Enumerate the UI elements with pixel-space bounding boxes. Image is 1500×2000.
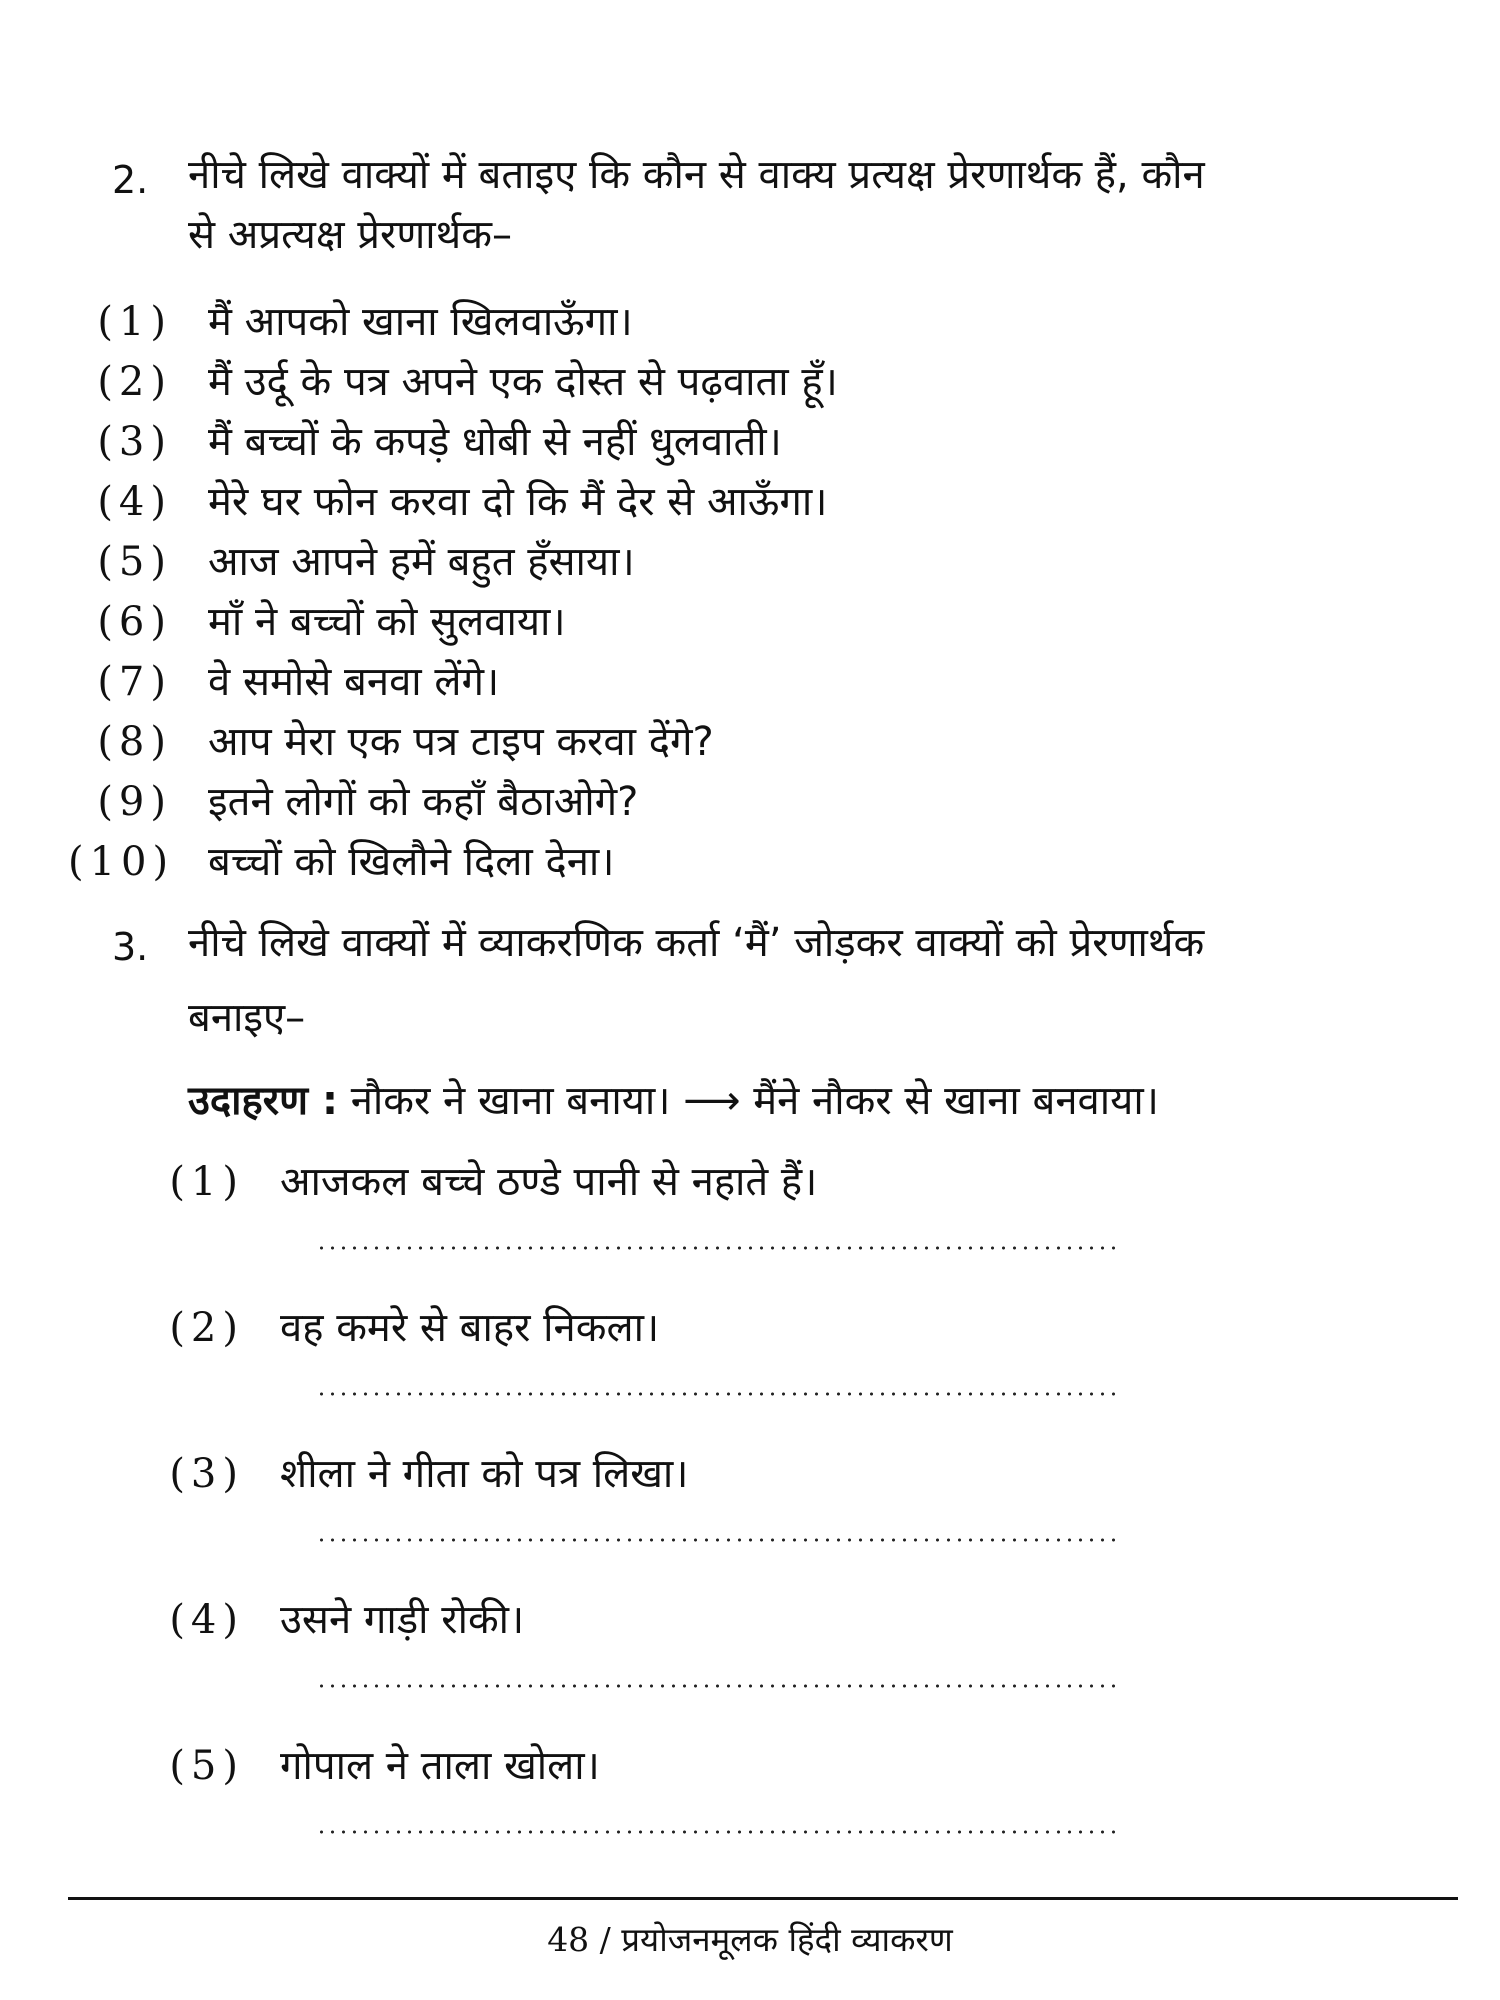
q3-item-3 — [140, 1444, 688, 1504]
item-text: आप मेरा एक पत्र टाइप करवा देंगे? — [208, 719, 714, 765]
q3-item-5 — [140, 1736, 600, 1796]
answer-line-1[interactable] — [316, 1245, 1116, 1251]
item-number: (1) — [97, 299, 172, 345]
item-text: आजकल बच्चे ठण्डे पानी से नहाते हैं। — [280, 1159, 818, 1205]
q2-item-2 — [68, 352, 838, 412]
item-number: (9) — [97, 779, 172, 825]
item-text: इतने लोगों को कहाँ बैठाओगे? — [208, 779, 639, 825]
item-text: उसने गाड़ी रोकी। — [280, 1597, 525, 1643]
item-text: गोपाल ने ताला खोला। — [280, 1743, 600, 1789]
q3-item-2 — [140, 1298, 659, 1358]
q3-item-4 — [140, 1590, 524, 1650]
item-text: वह कमरे से बाहर निकला। — [280, 1305, 660, 1351]
q2-instruction-line2: से अप्रत्यक्ष प्रेरणार्थक– — [188, 212, 512, 258]
q2-item-5 — [68, 532, 635, 592]
item-number: (8) — [97, 719, 172, 765]
item-number: (3) — [97, 419, 172, 465]
item-text: वे समोसे बनवा लेंगे। — [208, 659, 500, 705]
item-number: (2) — [97, 359, 172, 405]
footer-divider — [68, 1897, 1458, 1900]
item-text: मेरे घर फोन करवा दो कि मैं देर से आऊँगा। — [208, 479, 828, 525]
answer-line-3[interactable] — [316, 1537, 1116, 1543]
q2-number: 2. — [112, 158, 149, 202]
q2-item-4 — [68, 472, 827, 532]
q3-instruction-line2: बनाइए– — [188, 995, 306, 1041]
q2-item-7 — [68, 652, 499, 712]
item-number: (5) — [97, 539, 172, 585]
item-text: बच्चों को खिलौने दिला देना। — [208, 839, 615, 885]
q3-example — [188, 1068, 1159, 1134]
item-text: माँ ने बच्चों को सुलवाया। — [208, 599, 566, 645]
item-number: (4) — [169, 1597, 244, 1643]
example-text: नौकर ने खाना बनाया। ⟶ मैंने नौकर से खाना बनवाया। — [350, 1078, 1159, 1124]
item-number: (2) — [169, 1305, 244, 1351]
item-number: (1) — [169, 1159, 244, 1205]
item-number: (10) — [68, 839, 175, 885]
q2-item-8 — [68, 712, 714, 772]
q2-item-6 — [68, 592, 566, 652]
item-text: आज आपने हमें बहुत हँसाया। — [208, 539, 635, 585]
q3-item-1 — [140, 1152, 817, 1212]
page-footer: 48 / प्रयोजनमूलक हिंदी व्याकरण — [547, 1920, 953, 1959]
item-number: (3) — [169, 1451, 244, 1497]
q3-number: 3. — [112, 925, 149, 969]
q2-item-10 — [68, 832, 614, 892]
example-label: उदाहरण : — [188, 1078, 338, 1124]
q2-item-9 — [68, 772, 638, 832]
item-text: मैं बच्चों के कपड़े धोबी से नहीं धुलवाती। — [208, 419, 782, 465]
item-number: (6) — [97, 599, 172, 645]
q2-instruction-line1: नीचे लिखे वाक्यों में बताइए कि कौन से वाक्य प्रत्यक्ष प्रेरणार्थक हैं, कौन — [188, 152, 1205, 198]
q3-instruction-line1: नीचे लिखे वाक्यों में व्याकरणिक कर्ता ‘मैं’ जोड़कर वाक्यों को प्रेरणार्थक — [188, 920, 1205, 966]
item-text: मैं उर्दू के पत्र अपने एक दोस्त से पढ़वाता हूँ। — [208, 359, 838, 405]
item-number: (5) — [169, 1743, 244, 1789]
item-number: (4) — [97, 479, 172, 525]
item-text: मैं आपको खाना खिलवाऊँगा। — [208, 299, 633, 345]
item-number: (7) — [97, 659, 172, 705]
q2-item-1 — [68, 292, 633, 352]
answer-line-2[interactable] — [316, 1391, 1116, 1397]
q2-item-3 — [68, 412, 782, 472]
answer-line-5[interactable] — [316, 1829, 1116, 1835]
item-text: शीला ने गीता को पत्र लिखा। — [280, 1451, 689, 1497]
answer-line-4[interactable] — [316, 1683, 1116, 1689]
